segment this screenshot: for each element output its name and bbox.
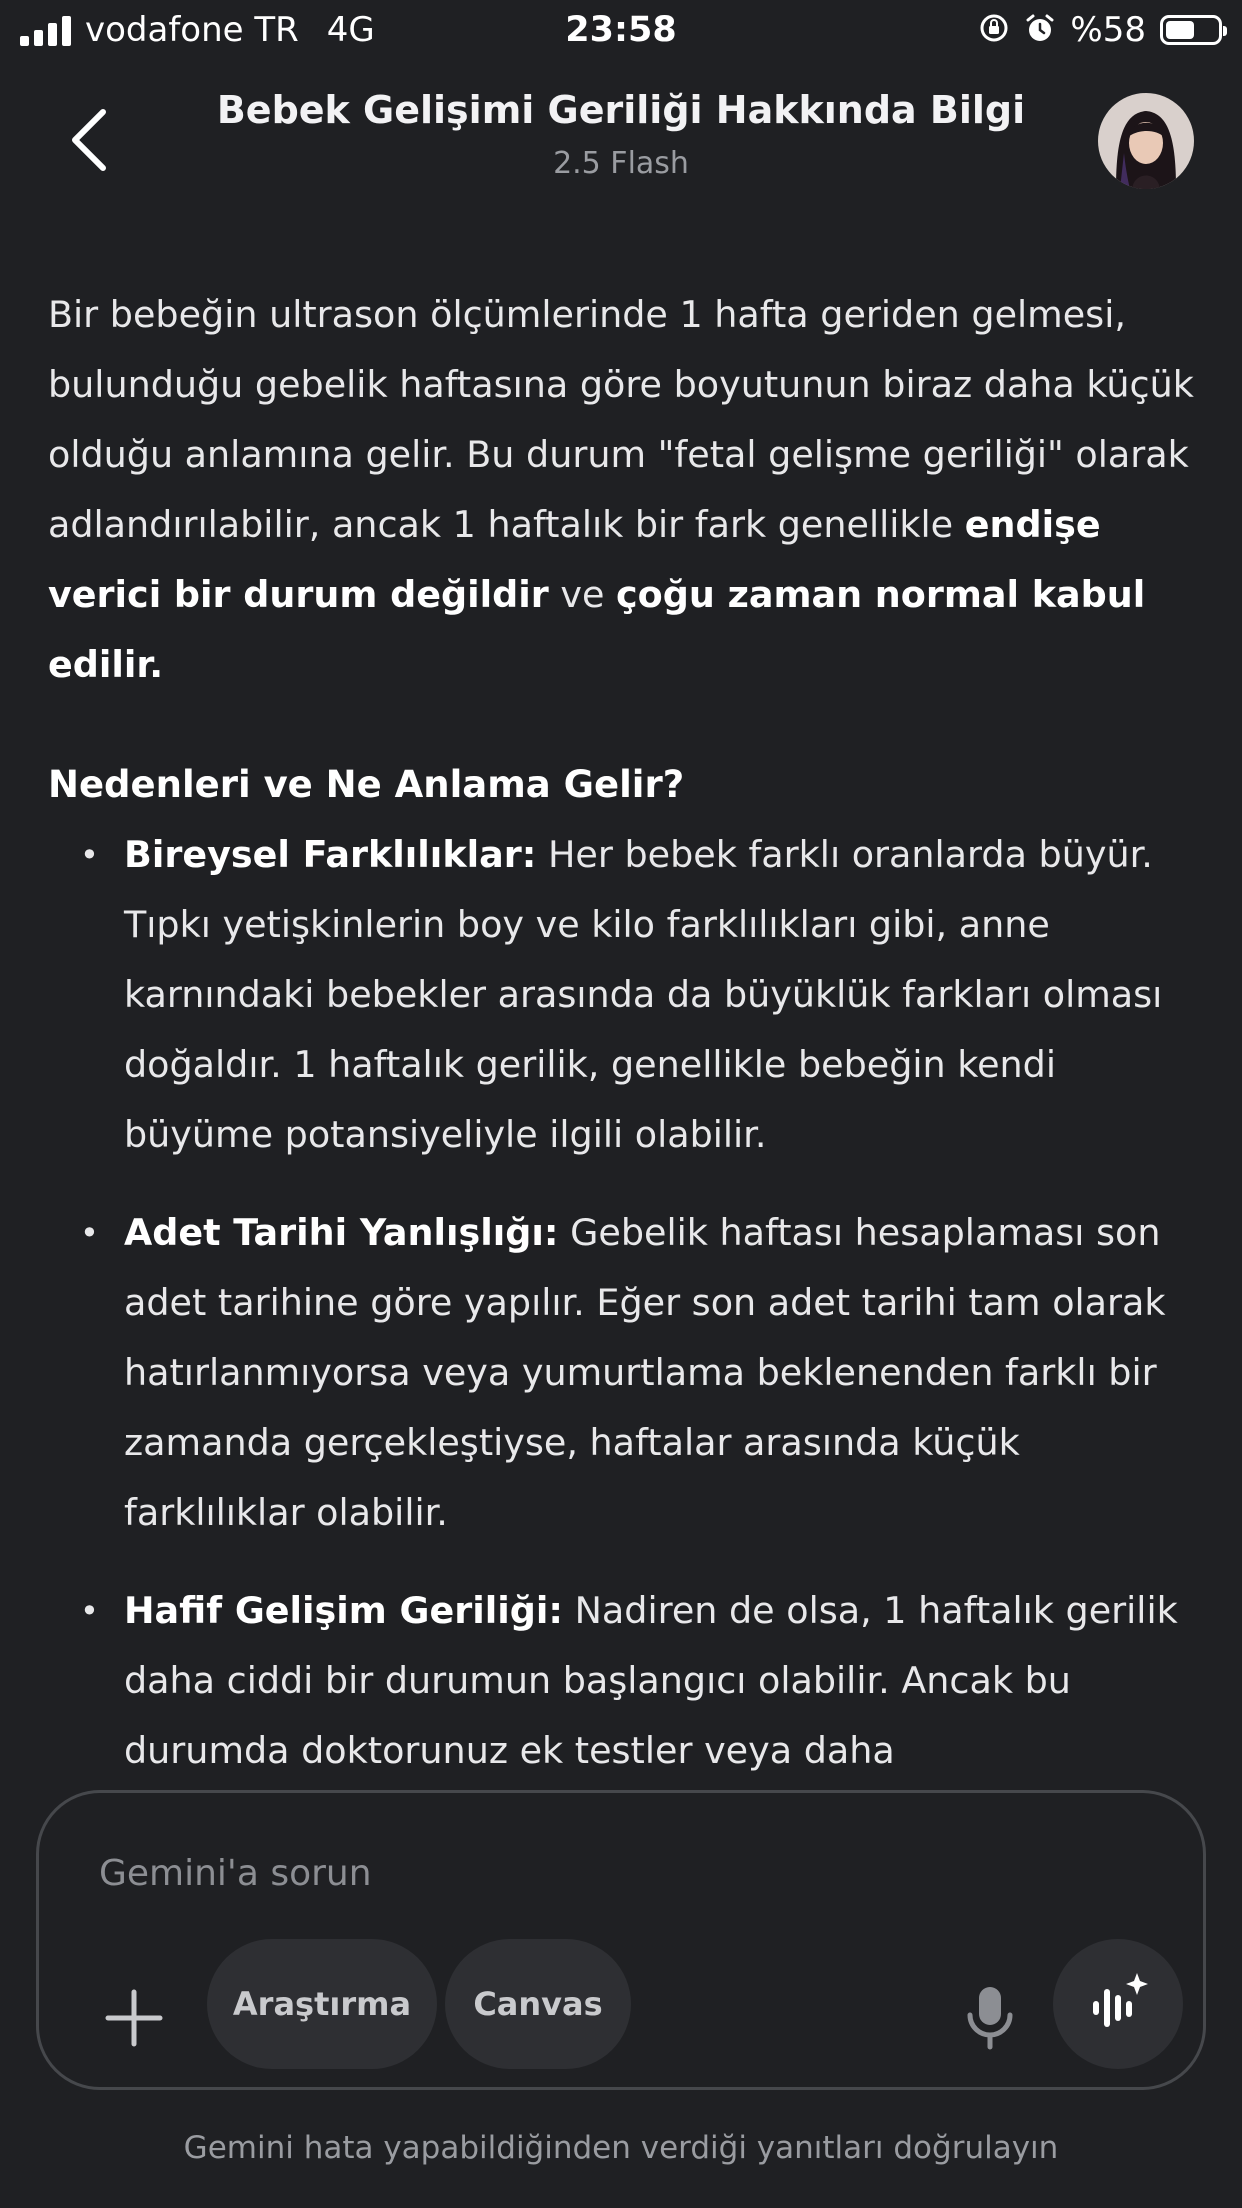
live-sparkle-icon <box>1087 1971 1149 2037</box>
prompt-composer <box>36 1790 1206 2090</box>
list-item <box>124 1198 1198 1548</box>
chevron-left-icon <box>67 108 111 172</box>
intro-bold-text-2: çoğu zaman normal kabul edilir. <box>48 573 1146 686</box>
bullet-text: Gebelik haftası hesaplaması son adet tarihine göre yapılır. Eğer son adet tarihi tam olarak hatırlanmıyorsa veya yumurtlama beklenenden farklı bir zamanda gerçekleştiyse, haftalar arasında küçük farklılıklar olabilir. <box>124 1211 1166 1534</box>
model-label[interactable]: 2.5 Flash <box>553 146 689 181</box>
live-button[interactable] <box>1053 1939 1183 2069</box>
intro-paragraph <box>48 280 1198 700</box>
add-button[interactable] <box>89 1973 179 2063</box>
back-button[interactable] <box>54 100 124 180</box>
bullet-text: Nadiren de olsa, 1 haftalık gerilik daha ciddi bir durumun başlangıcı olabilir. Ancak bu durumda doktorunuz ek testler veya daha <box>124 1589 1178 1772</box>
page-title[interactable]: Bebek Gelişimi Geriliği Hakkında Bilgi <box>216 88 1026 132</box>
rotation-lock-icon <box>978 12 1010 48</box>
status-time: 23:58 <box>565 10 677 50</box>
alarm-icon <box>1024 12 1056 48</box>
status-right <box>978 10 1222 50</box>
bullet-text: Her bebek farklı oranlarda büyür. Tıpkı yetişkinlerin boy ve kilo farklılıkları gibi, anne karnındaki bebekler arasında da büyüklük farkları olması doğaldır. 1 haftalık gerilik, genellikle bebeğin kendi büyüme potansiyeliyle ilgili olabilir. <box>124 833 1163 1156</box>
intro-bold-text: endişe verici bir durum değildir <box>48 503 1101 616</box>
header <box>200 88 1042 181</box>
research-chip[interactable]: Araştırma <box>207 1939 437 2069</box>
section-heading: Nedenleri ve Ne Anlama Gelir? <box>48 763 685 806</box>
carrier-name: vodafone TR <box>85 10 299 50</box>
bullet-list <box>48 820 1198 1780</box>
intro-text-2: ve <box>548 573 617 616</box>
bullet-title: Adet Tarihi Yanlışlığı: <box>124 1211 559 1254</box>
status-bar <box>0 0 1242 64</box>
bullet-title: Hafif Gelişim Geriliği: <box>124 1589 564 1632</box>
battery-percent: %58 <box>1070 10 1146 50</box>
response-content <box>48 280 1198 1780</box>
canvas-chip[interactable]: Canvas <box>445 1939 631 2069</box>
avatar[interactable] <box>1098 93 1194 189</box>
list-item <box>124 820 1198 1170</box>
plus-icon <box>102 1986 166 2050</box>
disclaimer: Gemini hata yapabildiğinden verdiği yanıtları doğrulayın <box>183 2130 1059 2166</box>
intro-text: Bir bebeğin ultrason ölçümlerinde 1 hafta geriden gelmesi, bulunduğu gebelik haftasına göre boyutunun biraz daha küçük olduğu anlamına gelir. Bu durum "fetal gelişme geriliği" olarak adlandırılabilir, ancak 1 haftalık bir fark genellikle <box>48 293 1194 546</box>
battery-icon <box>1160 15 1222 45</box>
prompt-input[interactable]: Gemini'a sorun <box>99 1853 372 1894</box>
microphone-icon <box>962 1985 1018 2051</box>
bullet-title: Bireysel Farklılıklar: <box>124 833 537 876</box>
network-type: 4G <box>326 10 375 50</box>
mic-button[interactable] <box>945 1973 1035 2063</box>
list-item <box>124 1576 1198 1780</box>
